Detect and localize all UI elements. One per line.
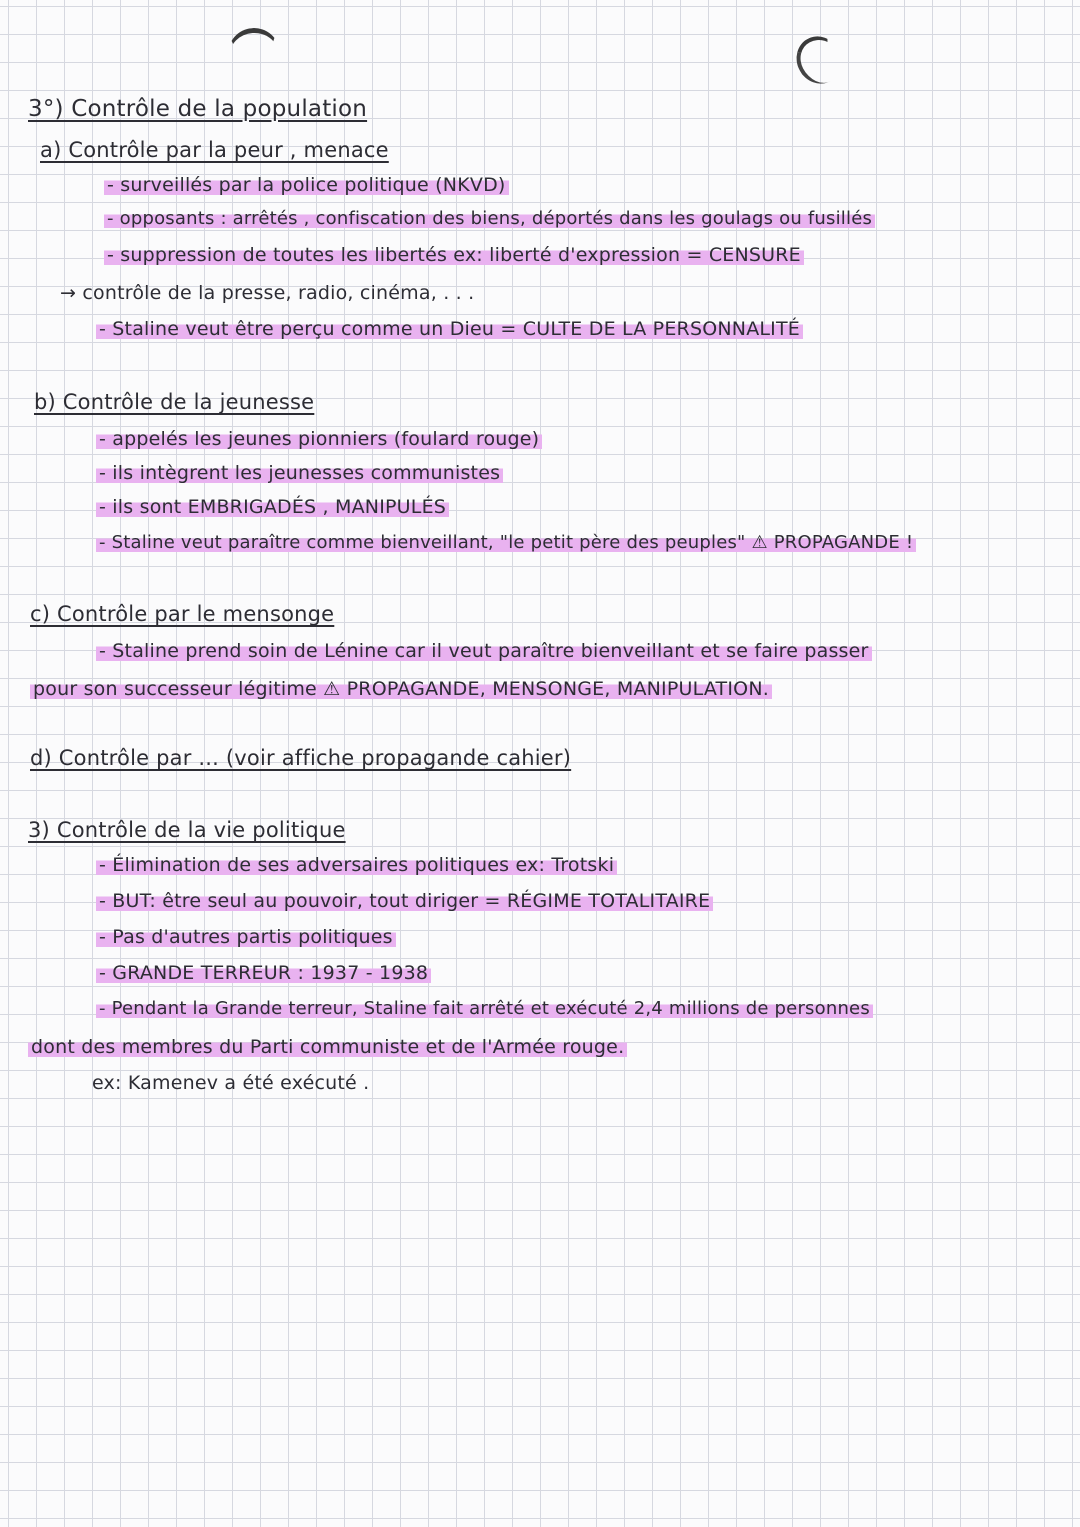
note-line: - Élimination de ses adversaires politiques ex: Trotski (96, 854, 617, 876)
note-line: - Pendant la Grande terreur, Staline fait arrêté et exécuté 2,4 millions de personnes (96, 998, 873, 1019)
note-line: - appelés les jeunes pionniers (foulard rouge) (96, 428, 542, 450)
punch-hole (788, 28, 849, 91)
note-line: ex: Kamenev a été exécuté . (92, 1072, 370, 1094)
subsection-heading: a) Contrôle par la peur , menace (40, 138, 389, 162)
section-heading: 3) Contrôle de la vie politique (28, 818, 346, 842)
note-line: - Pas d'autres partis politiques (96, 926, 396, 948)
subsection-heading: d) Contrôle par ... (voir affiche propagande cahier) (30, 746, 572, 770)
note-line: - Staline veut être perçu comme un Dieu = CULTE DE LA PERSONNALITÉ (96, 318, 803, 340)
note-line: - opposants : arrêtés , confiscation des biens, déportés dans les goulags ou fusillés (104, 208, 875, 229)
note-line: → contrôle de la presse, radio, cinéma, . . . (60, 282, 475, 304)
note-line: pour son successeur légitime ⚠ PROPAGANDE, MENSONGE, MANIPULATION. (30, 678, 772, 700)
subsection-heading: c) Contrôle par le mensonge (30, 602, 335, 626)
note-line: - ils intègrent les jeunesses communistes (96, 462, 503, 484)
section-heading: 3°) Contrôle de la population (28, 96, 368, 122)
note-line: - GRANDE TERREUR : 1937 - 1938 (96, 962, 431, 984)
note-line: - Staline veut paraître comme bienveillant, "le petit père des peuples" ⚠ PROPAGANDE ! (96, 532, 916, 553)
note-line: - suppression de toutes les libertés ex: liberté d'expression = CENSURE (104, 244, 804, 266)
note-line: - Staline prend soin de Lénine car il veut paraître bienveillant et se faire passer (96, 640, 872, 662)
punch-hole (226, 26, 282, 82)
subsection-heading: b) Contrôle de la jeunesse (34, 390, 315, 414)
note-line: - surveillés par la police politique (NKVD) (104, 174, 509, 196)
note-line: - ils sont EMBRIGADÉS , MANIPULÉS (96, 496, 449, 518)
note-line: dont des membres du Parti communiste et de l'Armée rouge. (28, 1036, 627, 1058)
note-line: - BUT: être seul au pouvoir, tout diriger = RÉGIME TOTALITAIRE (96, 890, 713, 912)
